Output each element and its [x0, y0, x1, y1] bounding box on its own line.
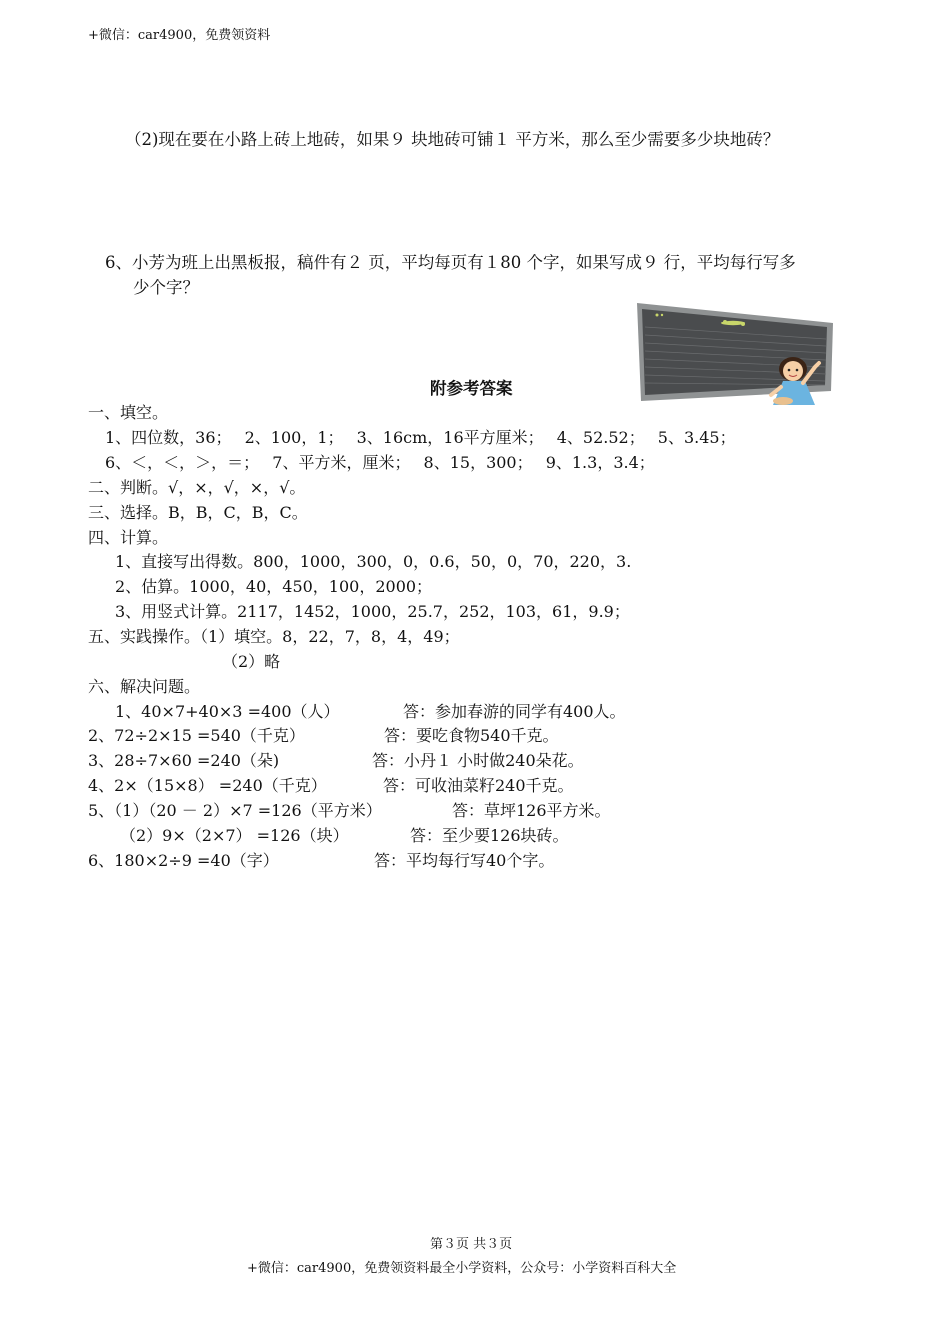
section-1-heading: 一、填空。 [88, 403, 169, 422]
section-4-line-1: 1、直接写出得数。800，1000，300，0，0.6，50，0，70，220，3. [115, 552, 632, 571]
question-6-line-1: 6、小芳为班上出黑板报，稿件有２ 页，平均每页有１80 个字，如果写成９ 行，平均每行写多 [105, 253, 796, 272]
s6-row-4-calc: 4、2×（15×8） =240（千克） [88, 776, 327, 795]
s6-row-3-answer: 答：小丹１ 小时做240朵花。 [372, 751, 584, 770]
section-4-line-3: 3、用竖式计算。2117，1452，1000，25.7，252，103，61，9.9； [115, 602, 630, 621]
s6-row-6-calc: 6、180×2÷9 =40（字） [88, 851, 279, 870]
section-3: 三、选择。B，B，C，B，C。 [88, 503, 308, 522]
s6-row-3-calc: 3、28÷7×60 =240（朵) [88, 751, 280, 770]
s6-row-5b-calc: （2）9×（2×7） =126（块） [120, 826, 349, 845]
s6-row-2-answer: 答：要吃食物540千克。 [384, 726, 559, 745]
section-5-line-1: 五、实践操作。（1）填空。8，22，7，8，4，49； [88, 627, 460, 646]
blackboard-illustration [633, 303, 835, 405]
section-4-heading: 四、计算。 [88, 528, 169, 547]
s6-row-1-calc: 1、40×7+40×3 =400（人） [115, 702, 340, 721]
s6-row-5b-answer: 答：至少要126块砖。 [410, 826, 569, 845]
section-5-line-2: （2）略 [222, 652, 281, 671]
page-number: 第３页 共３页 [430, 1237, 513, 1252]
section-2: 二、判断。√，×，√，×，√。 [88, 478, 306, 497]
s6-row-1-answer: 答：参加春游的同学有400人。 [403, 702, 626, 721]
s6-row-2-calc: 2、72÷2×15 =540（千克） [88, 726, 305, 745]
section-1-line-1: 1、四位数，36； 2、100，1； 3、16cm，16平方厘米； 4、52.52； 5、3.45； [105, 428, 736, 447]
s6-row-5-answer: 答：草坪126平方米。 [452, 801, 611, 820]
question-6-line-2: 少个字？ [133, 278, 199, 297]
s6-row-4-answer: 答：可收油菜籽240千克。 [383, 776, 574, 795]
page-footer: +微信：car4900，免费领资料最全小学资料，公众号：小学资料百科大全 [247, 1261, 677, 1276]
section-1-line-2: 6、＜，＜，＞，＝； 7、平方米，厘米； 8、15，300； 9、1.3，3.4； [105, 453, 655, 472]
section-4-line-2: 2、估算。1000，40，450，100，2000； [115, 577, 433, 596]
s6-row-5-calc: 5、（1）（20 － 2）×7 =126（平方米） [88, 801, 382, 820]
page-header: +微信：car4900，免费领资料 [88, 28, 271, 43]
answers-title: 附参考答案 [430, 379, 513, 398]
question-5-part-2: （2)现在要在小路上砖上地砖，如果９ 块地砖可铺１ 平方米，那么至少需要多少块地砖？ [125, 130, 780, 149]
section-6-heading: 六、解决问题。 [88, 677, 201, 696]
s6-row-6-answer: 答：平均每行写40个字。 [374, 851, 555, 870]
